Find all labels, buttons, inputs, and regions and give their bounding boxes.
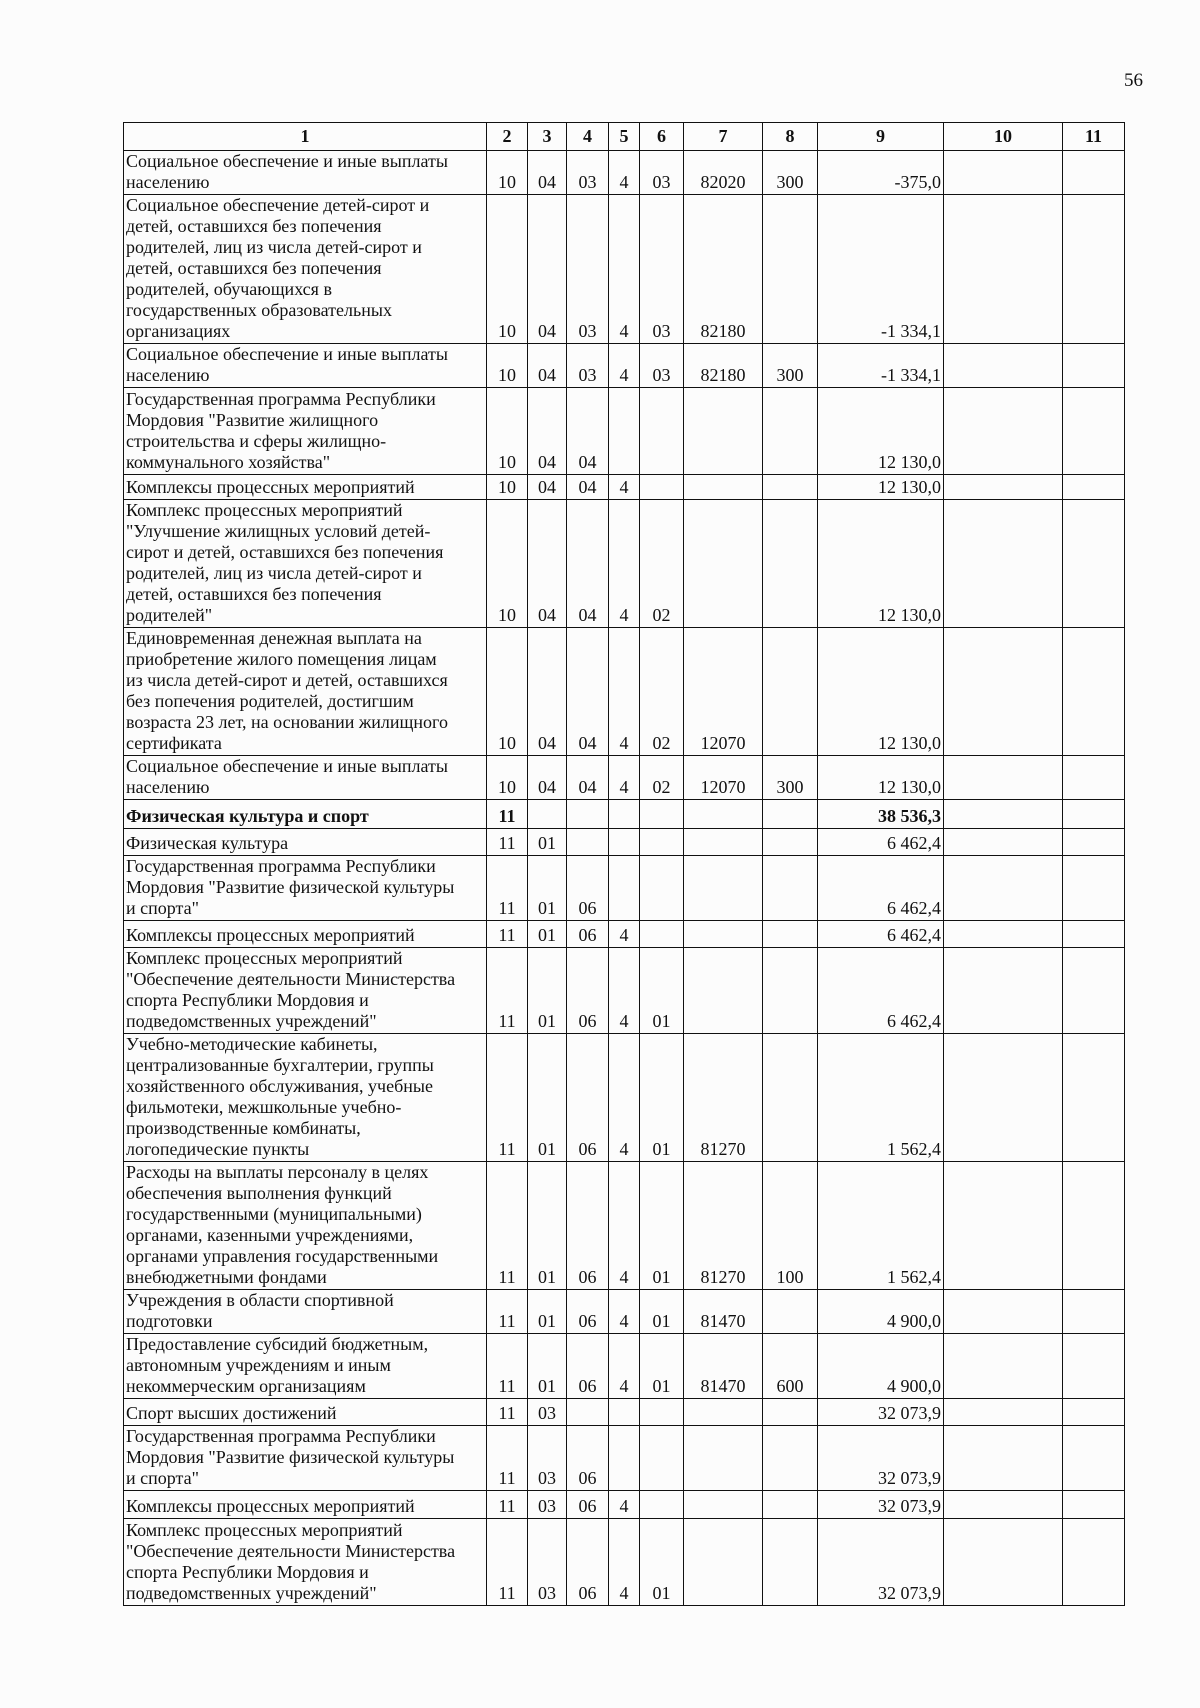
- column-11-cell: [1063, 500, 1125, 628]
- table-row: [124, 856, 1125, 921]
- column-10-cell: [944, 1290, 1063, 1334]
- direction-code-cell: [684, 500, 763, 628]
- program-type-cell: [609, 1426, 640, 1491]
- structural-element-cell: [640, 856, 684, 921]
- direction-code-cell: [684, 856, 763, 921]
- program-code-cell: 04: [567, 500, 609, 628]
- program-code-cell: 06: [567, 1034, 609, 1162]
- column-10-cell: [944, 628, 1063, 756]
- subsection-code-cell: 01: [528, 1034, 567, 1162]
- table-row: [124, 921, 1125, 948]
- direction-code-cell: [684, 1426, 763, 1491]
- column-11-cell: [1063, 475, 1125, 500]
- program-code-cell: [567, 800, 609, 829]
- column-header-8: 8: [763, 123, 818, 151]
- program-code-cell: 06: [567, 856, 609, 921]
- table-row: [124, 1290, 1125, 1334]
- section-code-cell: 10: [487, 388, 528, 475]
- direction-code-cell: [684, 921, 763, 948]
- column-10-cell: [944, 1519, 1063, 1606]
- structural-element-cell: 02: [640, 628, 684, 756]
- subsection-code-cell: 03: [528, 1519, 567, 1606]
- row-description: Физическая культура: [124, 829, 487, 856]
- column-11-cell: [1063, 856, 1125, 921]
- program-code-cell: 03: [567, 344, 609, 388]
- column-10-cell: [944, 195, 1063, 344]
- column-10-cell: [944, 1491, 1063, 1519]
- column-11-cell: [1063, 756, 1125, 800]
- subsection-code-cell: 04: [528, 151, 567, 195]
- program-type-cell: 4: [609, 1162, 640, 1290]
- row-description: Комплексы процессных мероприятий: [124, 1491, 487, 1519]
- program-type-cell: 4: [609, 1334, 640, 1399]
- expense-type-cell: 300: [763, 756, 818, 800]
- program-type-cell: 4: [609, 195, 640, 344]
- column-11-cell: [1063, 1519, 1125, 1606]
- expense-type-cell: [763, 195, 818, 344]
- subsection-code-cell: 04: [528, 756, 567, 800]
- table-header-row: [124, 123, 1125, 151]
- column-11-cell: [1063, 1290, 1125, 1334]
- column-10-cell: [944, 756, 1063, 800]
- direction-code-cell: [684, 475, 763, 500]
- row-description: Комплекс процессных мероприятий "Улучшение жилищных условий детей- сирот и детей, оставшихся без попечения родителей, лиц из числа детей-сирот и детей, оставшихся без попечения родителей": [124, 500, 487, 628]
- direction-code-cell: [684, 1519, 763, 1606]
- row-description: Учреждения в области спортивной подготовки: [124, 1290, 487, 1334]
- expense-type-cell: 600: [763, 1334, 818, 1399]
- structural-element-cell: 02: [640, 756, 684, 800]
- structural-element-cell: 01: [640, 1334, 684, 1399]
- table-row: [124, 500, 1125, 628]
- direction-code-cell: 12070: [684, 756, 763, 800]
- amount-cell: -375,0: [818, 151, 944, 195]
- table-row: [124, 1034, 1125, 1162]
- program-type-cell: 4: [609, 1491, 640, 1519]
- column-header-2: 2: [487, 123, 528, 151]
- column-11-cell: [1063, 800, 1125, 829]
- structural-element-cell: [640, 1399, 684, 1426]
- section-code-cell: 10: [487, 628, 528, 756]
- column-10-cell: [944, 344, 1063, 388]
- structural-element-cell: [640, 388, 684, 475]
- direction-code-cell: [684, 800, 763, 829]
- section-code-cell: 11: [487, 921, 528, 948]
- section-code-cell: 10: [487, 475, 528, 500]
- row-description: Предоставление субсидий бюджетным, автономным учреждениям и иным некоммерческим организациям: [124, 1334, 487, 1399]
- structural-element-cell: [640, 921, 684, 948]
- amount-cell: 32 073,9: [818, 1426, 944, 1491]
- subsection-code-cell: 01: [528, 1162, 567, 1290]
- column-10-cell: [944, 948, 1063, 1034]
- column-header-3: 3: [528, 123, 567, 151]
- structural-element-cell: 02: [640, 500, 684, 628]
- section-code-cell: 10: [487, 151, 528, 195]
- program-code-cell: 06: [567, 1426, 609, 1491]
- program-type-cell: [609, 800, 640, 829]
- row-description: Социальное обеспечение и иные выплаты населению: [124, 151, 487, 195]
- program-type-cell: 4: [609, 1034, 640, 1162]
- row-description: Комплекс процессных мероприятий "Обеспечение деятельности Министерства спорта Республики Мордовия и подведомственных учреждений": [124, 1519, 487, 1606]
- program-type-cell: 4: [609, 1519, 640, 1606]
- section-code-cell: 10: [487, 500, 528, 628]
- table-row: [124, 344, 1125, 388]
- table-row: [124, 1519, 1125, 1606]
- expense-type-cell: [763, 1034, 818, 1162]
- section-code-cell: 11: [487, 1426, 528, 1491]
- direction-code-cell: 82020: [684, 151, 763, 195]
- column-11-cell: [1063, 628, 1125, 756]
- column-header-4: 4: [567, 123, 609, 151]
- program-code-cell: 06: [567, 948, 609, 1034]
- subsection-code-cell: 01: [528, 1290, 567, 1334]
- structural-element-cell: [640, 475, 684, 500]
- program-type-cell: [609, 1399, 640, 1426]
- direction-code-cell: [684, 1491, 763, 1519]
- direction-code-cell: 82180: [684, 344, 763, 388]
- row-description: Физическая культура и спорт: [124, 800, 487, 829]
- structural-element-cell: [640, 1491, 684, 1519]
- structural-element-cell: [640, 829, 684, 856]
- column-11-cell: [1063, 829, 1125, 856]
- table-row-section: [124, 800, 1125, 829]
- expense-type-cell: [763, 475, 818, 500]
- program-type-cell: [609, 829, 640, 856]
- direction-code-cell: 81270: [684, 1034, 763, 1162]
- column-10-cell: [944, 1034, 1063, 1162]
- column-10-cell: [944, 475, 1063, 500]
- column-header-7: 7: [684, 123, 763, 151]
- amount-cell: 4 900,0: [818, 1290, 944, 1334]
- amount-cell: 6 462,4: [818, 921, 944, 948]
- section-code-cell: 11: [487, 1519, 528, 1606]
- direction-code-cell: 81470: [684, 1290, 763, 1334]
- program-code-cell: 06: [567, 1334, 609, 1399]
- amount-cell: 38 536,3: [818, 800, 944, 829]
- subsection-code-cell: 01: [528, 1334, 567, 1399]
- program-code-cell: 03: [567, 151, 609, 195]
- column-11-cell: [1063, 151, 1125, 195]
- table-row: [124, 151, 1125, 195]
- expense-type-cell: [763, 948, 818, 1034]
- row-description: Социальное обеспечение и иные выплаты населению: [124, 344, 487, 388]
- expense-type-cell: 100: [763, 1162, 818, 1290]
- expense-type-cell: [763, 921, 818, 948]
- column-11-cell: [1063, 344, 1125, 388]
- column-10-cell: [944, 1334, 1063, 1399]
- subsection-code-cell: 04: [528, 628, 567, 756]
- expense-type-cell: [763, 628, 818, 756]
- direction-code-cell: [684, 1399, 763, 1426]
- expense-type-cell: [763, 1519, 818, 1606]
- program-type-cell: 4: [609, 500, 640, 628]
- section-code-cell: 11: [487, 1034, 528, 1162]
- table-row: [124, 1426, 1125, 1491]
- program-code-cell: 03: [567, 195, 609, 344]
- program-code-cell: 04: [567, 628, 609, 756]
- program-code-cell: 06: [567, 1162, 609, 1290]
- column-header-9: 9: [818, 123, 944, 151]
- subsection-code-cell: 01: [528, 856, 567, 921]
- section-code-cell: 11: [487, 856, 528, 921]
- structural-element-cell: 03: [640, 195, 684, 344]
- direction-code-cell: 81470: [684, 1334, 763, 1399]
- amount-cell: 6 462,4: [818, 948, 944, 1034]
- direction-code-cell: [684, 829, 763, 856]
- expense-type-cell: [763, 388, 818, 475]
- amount-cell: 12 130,0: [818, 500, 944, 628]
- subsection-code-cell: 04: [528, 475, 567, 500]
- row-description: Расходы на выплаты персоналу в целях обеспечения выполнения функций государственными (муниципальными) органами, казенными учреждениями, органами управления государственными внебюджетными фондами: [124, 1162, 487, 1290]
- budget-table: [123, 122, 1125, 1606]
- table-row: [124, 1162, 1125, 1290]
- table-row: [124, 195, 1125, 344]
- expense-type-cell: [763, 500, 818, 628]
- column-10-cell: [944, 1399, 1063, 1426]
- structural-element-cell: 01: [640, 1034, 684, 1162]
- structural-element-cell: 03: [640, 151, 684, 195]
- program-code-cell: [567, 829, 609, 856]
- amount-cell: 4 900,0: [818, 1334, 944, 1399]
- column-10-cell: [944, 856, 1063, 921]
- subsection-code-cell: 04: [528, 195, 567, 344]
- amount-cell: 6 462,4: [818, 856, 944, 921]
- section-code-cell: 10: [487, 756, 528, 800]
- expense-type-cell: [763, 1426, 818, 1491]
- column-header-5: 5: [609, 123, 640, 151]
- program-type-cell: 4: [609, 151, 640, 195]
- row-description: Государственная программа Республики Мордовия "Развитие жилищного строительства и сферы жилищно- коммунального хозяйства": [124, 388, 487, 475]
- amount-cell: 6 462,4: [818, 829, 944, 856]
- row-description: Комплексы процессных мероприятий: [124, 475, 487, 500]
- program-code-cell: 06: [567, 1519, 609, 1606]
- subsection-code-cell: [528, 800, 567, 829]
- section-code-cell: 10: [487, 344, 528, 388]
- structural-element-cell: 01: [640, 1162, 684, 1290]
- row-description: Социальное обеспечение и иные выплаты населению: [124, 756, 487, 800]
- table-row: [124, 948, 1125, 1034]
- section-code-cell: 10: [487, 195, 528, 344]
- expense-type-cell: [763, 856, 818, 921]
- section-code-cell: 11: [487, 1290, 528, 1334]
- subsection-code-cell: 03: [528, 1426, 567, 1491]
- program-type-cell: [609, 388, 640, 475]
- amount-cell: 1 562,4: [818, 1162, 944, 1290]
- amount-cell: 12 130,0: [818, 756, 944, 800]
- table-row: [124, 829, 1125, 856]
- column-10-cell: [944, 388, 1063, 475]
- expense-type-cell: [763, 1399, 818, 1426]
- direction-code-cell: [684, 388, 763, 475]
- subsection-code-cell: 01: [528, 921, 567, 948]
- section-code-cell: 11: [487, 948, 528, 1034]
- column-11-cell: [1063, 1491, 1125, 1519]
- section-code-cell: 11: [487, 1491, 528, 1519]
- structural-element-cell: 03: [640, 344, 684, 388]
- program-type-cell: 4: [609, 921, 640, 948]
- program-type-cell: 4: [609, 756, 640, 800]
- subsection-code-cell: 01: [528, 948, 567, 1034]
- column-header-1: 1: [124, 123, 487, 151]
- row-description: Спорт высших достижений: [124, 1399, 487, 1426]
- column-header-10: 10: [944, 123, 1063, 151]
- column-11-cell: [1063, 1334, 1125, 1399]
- section-code-cell: 11: [487, 1334, 528, 1399]
- row-description: Социальное обеспечение детей-сирот и детей, оставшихся без попечения родителей, лиц из числа детей-сирот и детей, оставшихся без попечения родителей, обучающихся в государственных образовательных организациях: [124, 195, 487, 344]
- column-header-11: 11: [1063, 123, 1125, 151]
- direction-code-cell: 81270: [684, 1162, 763, 1290]
- column-11-cell: [1063, 948, 1125, 1034]
- column-10-cell: [944, 1162, 1063, 1290]
- column-11-cell: [1063, 388, 1125, 475]
- expense-type-cell: [763, 1290, 818, 1334]
- amount-cell: 1 562,4: [818, 1034, 944, 1162]
- table-row: [124, 1334, 1125, 1399]
- column-11-cell: [1063, 195, 1125, 344]
- structural-element-cell: [640, 800, 684, 829]
- column-11-cell: [1063, 1426, 1125, 1491]
- table-row: [124, 388, 1125, 475]
- row-description: Единовременная денежная выплата на приобретение жилого помещения лицам из числа детей-сирот и детей, оставшихся без попечения родителей, достигшим возраста 23 лет, на основании жилищного сертификата: [124, 628, 487, 756]
- program-code-cell: 06: [567, 1491, 609, 1519]
- row-description: Комплекс процессных мероприятий "Обеспечение деятельности Министерства спорта Республики Мордовия и подведомственных учреждений": [124, 948, 487, 1034]
- structural-element-cell: 01: [640, 948, 684, 1034]
- subsection-code-cell: 04: [528, 500, 567, 628]
- expense-type-cell: [763, 800, 818, 829]
- subsection-code-cell: 04: [528, 388, 567, 475]
- expense-type-cell: [763, 829, 818, 856]
- program-code-cell: 04: [567, 475, 609, 500]
- amount-cell: 32 073,9: [818, 1519, 944, 1606]
- section-code-cell: 11: [487, 829, 528, 856]
- expense-type-cell: 300: [763, 151, 818, 195]
- column-10-cell: [944, 921, 1063, 948]
- section-code-cell: 11: [487, 1162, 528, 1290]
- table-row: [124, 1399, 1125, 1426]
- direction-code-cell: 12070: [684, 628, 763, 756]
- column-header-6: 6: [640, 123, 684, 151]
- row-description: Комплексы процессных мероприятий: [124, 921, 487, 948]
- program-code-cell: [567, 1399, 609, 1426]
- column-10-cell: [944, 500, 1063, 628]
- subsection-code-cell: 03: [528, 1399, 567, 1426]
- structural-element-cell: 01: [640, 1290, 684, 1334]
- amount-cell: 32 073,9: [818, 1399, 944, 1426]
- program-type-cell: 4: [609, 628, 640, 756]
- amount-cell: -1 334,1: [818, 344, 944, 388]
- row-description: Государственная программа Республики Мордовия "Развитие физической культуры и спорта": [124, 1426, 487, 1491]
- program-code-cell: 06: [567, 921, 609, 948]
- expense-type-cell: [763, 1491, 818, 1519]
- program-code-cell: 04: [567, 388, 609, 475]
- subsection-code-cell: 01: [528, 829, 567, 856]
- table-row: [124, 1491, 1125, 1519]
- column-11-cell: [1063, 1162, 1125, 1290]
- table-row: [124, 756, 1125, 800]
- column-11-cell: [1063, 921, 1125, 948]
- page-number: 56: [1124, 70, 1143, 91]
- direction-code-cell: [684, 948, 763, 1034]
- subsection-code-cell: 03: [528, 1491, 567, 1519]
- column-11-cell: [1063, 1034, 1125, 1162]
- column-10-cell: [944, 829, 1063, 856]
- table-row: [124, 475, 1125, 500]
- table-row: [124, 628, 1125, 756]
- amount-cell: 32 073,9: [818, 1491, 944, 1519]
- amount-cell: 12 130,0: [818, 388, 944, 475]
- row-description: Учебно-методические кабинеты, централизованные бухгалтерии, группы хозяйственного обслуживания, учебные фильмотеки, межшкольные учебно- производственные комбинаты, логопедические пункты: [124, 1034, 487, 1162]
- column-10-cell: [944, 1426, 1063, 1491]
- section-code-cell: 11: [487, 1399, 528, 1426]
- program-type-cell: 4: [609, 475, 640, 500]
- column-10-cell: [944, 800, 1063, 829]
- section-code-cell: 11: [487, 800, 528, 829]
- structural-element-cell: 01: [640, 1519, 684, 1606]
- structural-element-cell: [640, 1426, 684, 1491]
- amount-cell: 12 130,0: [818, 475, 944, 500]
- program-type-cell: 4: [609, 344, 640, 388]
- column-11-cell: [1063, 1399, 1125, 1426]
- row-description: Государственная программа Республики Мордовия "Развитие физической культуры и спорта": [124, 856, 487, 921]
- amount-cell: 12 130,0: [818, 628, 944, 756]
- direction-code-cell: 82180: [684, 195, 763, 344]
- column-10-cell: [944, 151, 1063, 195]
- program-type-cell: 4: [609, 948, 640, 1034]
- program-code-cell: 06: [567, 1290, 609, 1334]
- program-type-cell: 4: [609, 1290, 640, 1334]
- subsection-code-cell: 04: [528, 344, 567, 388]
- expense-type-cell: 300: [763, 344, 818, 388]
- amount-cell: -1 334,1: [818, 195, 944, 344]
- program-type-cell: [609, 856, 640, 921]
- program-code-cell: 04: [567, 756, 609, 800]
